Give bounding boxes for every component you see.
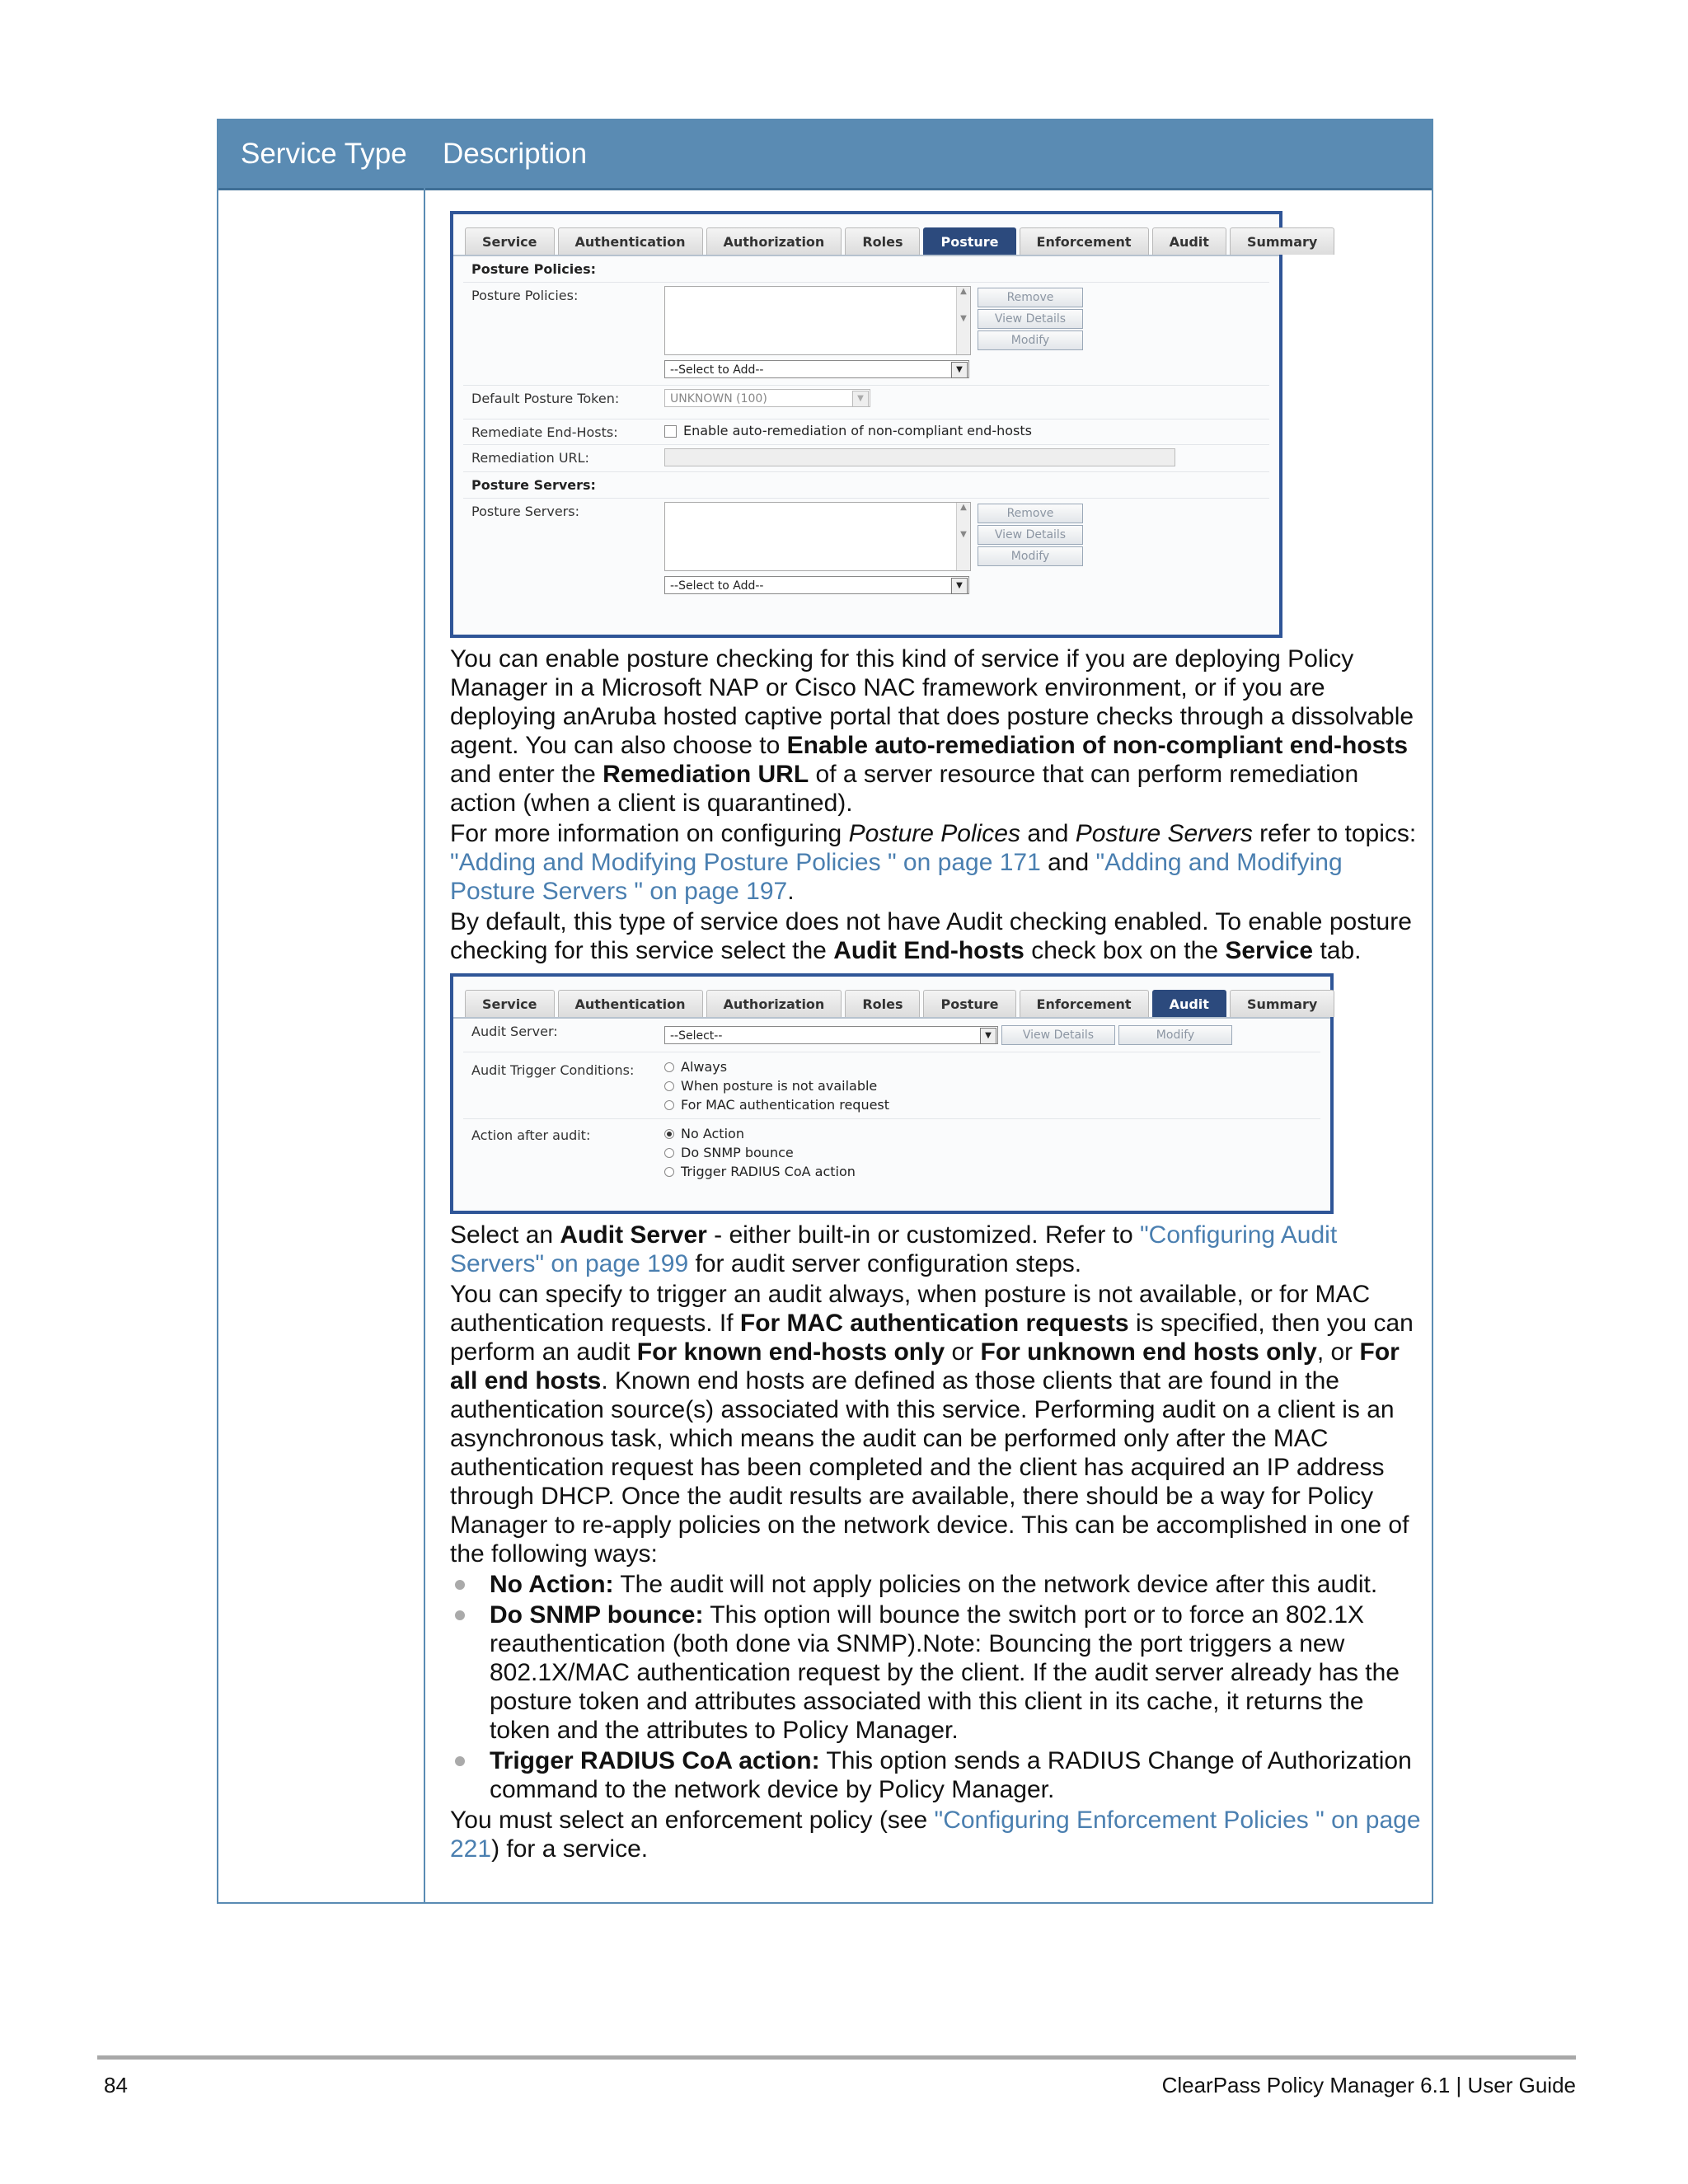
default-token-select[interactable] bbox=[664, 389, 870, 407]
audit-trigger-row bbox=[463, 1052, 1320, 1119]
text: and bbox=[1040, 849, 1096, 876]
radio-label: Do SNMP bounce bbox=[681, 1145, 794, 1160]
bold-term: No Action: bbox=[490, 1571, 614, 1598]
tab-authorization[interactable]: Authorization bbox=[706, 227, 842, 255]
radio-button[interactable] bbox=[664, 1129, 674, 1139]
paragraph bbox=[450, 819, 1423, 906]
audit-server-label: Audit Server: bbox=[471, 1024, 558, 1039]
radio-label: For MAC authentication request bbox=[681, 1097, 890, 1113]
paragraph bbox=[450, 907, 1423, 965]
text: of a server resource that can perform remediation action (when a client is quarantined). bbox=[450, 761, 1359, 817]
radio-option[interactable] bbox=[664, 1143, 1315, 1162]
action-after-audit-label: Action after audit: bbox=[471, 1127, 591, 1143]
radio-button[interactable] bbox=[664, 1167, 674, 1177]
posture-policies-link[interactable]: "Adding and Modifying Posture Policies " on page 171 bbox=[450, 849, 1041, 876]
remediation-url-input[interactable] bbox=[664, 448, 1175, 466]
text: By default, this type of service does not have Audit checking enabled. To enable posture checking for this service select the bbox=[450, 908, 1412, 964]
text: Select an bbox=[450, 1221, 560, 1249]
audit-description bbox=[450, 1221, 1423, 1863]
default-token-row bbox=[463, 386, 1269, 419]
audit-action-list bbox=[450, 1570, 1423, 1804]
view-details-button[interactable]: View Details bbox=[1001, 1025, 1115, 1045]
posture-policies-section-title: Posture Policies: bbox=[463, 256, 1269, 283]
text: ) for a service. bbox=[491, 1835, 649, 1863]
service-type-table bbox=[217, 119, 1433, 1904]
text: and bbox=[1020, 820, 1076, 847]
paragraph bbox=[450, 1280, 1423, 1568]
tab-audit[interactable]: Audit bbox=[1152, 227, 1226, 255]
radio-button[interactable] bbox=[664, 1100, 674, 1110]
radio-option[interactable] bbox=[664, 1162, 1315, 1181]
text: refer to topics: bbox=[1252, 820, 1417, 847]
bold-term: For all end hosts bbox=[450, 1338, 1400, 1394]
text: . Known end hosts are defined as those clients that are found in the authentication source(s) associated with this service. Performing audit on a client is an asynchronous task, which means the audit can be performed only after the MAC authentication request has been completed and the client has acquired an IP address through DHCP. Once the audit results are available, there should be a way for Policy Manager to re-apply policies on the network device. This can be accomplished in one of the following ways: bbox=[450, 1367, 1409, 1568]
remediate-checkbox[interactable] bbox=[664, 425, 677, 438]
text: For more information on configuring bbox=[450, 820, 849, 847]
select-value: UNKNOWN (100) bbox=[670, 392, 767, 405]
bold-term: Trigger RADIUS CoA action: bbox=[490, 1747, 820, 1774]
list-item bbox=[450, 1746, 1423, 1804]
radio-label: Always bbox=[681, 1059, 728, 1075]
action-after-audit-row bbox=[463, 1119, 1320, 1185]
tab-roles[interactable]: Roles bbox=[845, 990, 920, 1017]
dropdown-arrow-icon: ▼ bbox=[951, 578, 968, 594]
bold-term: For MAC authentication requests bbox=[739, 1310, 1129, 1337]
italic-term: Posture Servers bbox=[1075, 820, 1253, 847]
text: or bbox=[945, 1338, 981, 1366]
select-value: --Select to Add-- bbox=[670, 363, 764, 377]
audit-server-row bbox=[463, 1019, 1320, 1052]
remove-button[interactable]: Remove bbox=[978, 504, 1083, 523]
page-number: 84 bbox=[104, 2073, 128, 2097]
header-description: Description bbox=[443, 138, 588, 170]
radio-button[interactable] bbox=[664, 1062, 674, 1072]
text: and enter the bbox=[450, 761, 603, 788]
audit-servers-link[interactable]: "Configuring Audit Servers" on page 199 bbox=[450, 1221, 1338, 1277]
bold-term: Audit End-hosts bbox=[833, 937, 1025, 964]
tab-posture[interactable]: Posture bbox=[923, 990, 1015, 1017]
tab-authentication[interactable]: Authentication bbox=[558, 227, 703, 255]
radio-option[interactable] bbox=[664, 1095, 1315, 1114]
posture-policies-label: Posture Policies: bbox=[471, 288, 579, 303]
tab-summary[interactable]: Summary bbox=[1230, 990, 1334, 1017]
remediate-row bbox=[463, 419, 1269, 445]
text: You must select an enforcement policy (see bbox=[450, 1807, 935, 1834]
remediation-url-row bbox=[463, 445, 1269, 472]
text: . bbox=[787, 878, 795, 905]
footer-rule bbox=[97, 2055, 1576, 2060]
radio-button[interactable] bbox=[664, 1148, 674, 1158]
radio-option[interactable] bbox=[664, 1124, 1315, 1143]
dropdown-arrow-icon: ▼ bbox=[980, 1028, 996, 1044]
tab-bar bbox=[453, 977, 1330, 1019]
select-value: --Select-- bbox=[670, 1029, 723, 1043]
modify-button[interactable]: Modify bbox=[1118, 1025, 1232, 1045]
remediate-checkbox-label: Enable auto-remediation of non-compliant end-hosts bbox=[683, 423, 1032, 438]
tab-summary[interactable]: Summary bbox=[1230, 227, 1334, 255]
audit-server-select[interactable] bbox=[664, 1026, 998, 1044]
paragraph bbox=[450, 644, 1423, 818]
italic-term: Posture Polices bbox=[848, 820, 1020, 847]
remediation-url-label: Remediation URL: bbox=[471, 450, 589, 466]
posture-servers-label: Posture Servers: bbox=[471, 504, 579, 519]
posture-servers-listbox[interactable] bbox=[664, 502, 971, 571]
scrollbar[interactable]: ▲ ▼ bbox=[956, 503, 970, 570]
default-token-label: Default Posture Token: bbox=[471, 391, 620, 406]
posture-servers-link[interactable]: "Adding and Modifying Posture Servers " on page 197 bbox=[450, 849, 1343, 905]
scrollbar[interactable]: ▲ ▼ bbox=[956, 287, 970, 354]
list-item bbox=[450, 1570, 1423, 1599]
select-value: --Select to Add-- bbox=[670, 579, 764, 593]
bold-term: Enable auto-remediation of non-compliant end-hosts bbox=[786, 732, 1409, 759]
audit-trigger-options bbox=[659, 1052, 1320, 1118]
posture-tab-screenshot bbox=[450, 211, 1318, 638]
table-header bbox=[218, 120, 1432, 190]
tab-enforcement[interactable]: Enforcement bbox=[1020, 227, 1149, 255]
text: for audit server configuration steps. bbox=[688, 1250, 1082, 1277]
audit-trigger-label: Audit Trigger Conditions: bbox=[471, 1062, 635, 1078]
modify-button[interactable]: Modify bbox=[978, 330, 1083, 350]
radio-label: Trigger RADIUS CoA action bbox=[681, 1164, 856, 1179]
posture-servers-row bbox=[463, 499, 1269, 601]
description-cell bbox=[450, 211, 1423, 1863]
tab-authorization[interactable]: Authorization bbox=[706, 990, 842, 1017]
bold-term: For known end-hosts only bbox=[636, 1338, 945, 1366]
bold-term: Remediation URL bbox=[603, 761, 809, 788]
tab-service[interactable]: Service bbox=[465, 990, 555, 1017]
posture-policies-listbox[interactable] bbox=[664, 286, 971, 355]
paragraph bbox=[450, 1221, 1423, 1278]
action-after-audit-options bbox=[659, 1119, 1320, 1185]
radio-label: No Action bbox=[681, 1126, 744, 1141]
text: This option sends a RADIUS Change of Authorization command to the network device by Policy Manager. bbox=[490, 1747, 1412, 1803]
tab-authentication[interactable]: Authentication bbox=[558, 990, 703, 1017]
text: This option will bounce the switch port or to force an 802.1X reauthentication (both done via SNMP).Note: Bouncing the port triggers a new 802.1X/MAC authentication request by the client. If the audit server already has the posture token and attributes associated with this client in its cache, it returns the token and the attributes to Policy Manager. bbox=[490, 1601, 1400, 1744]
text: You can specify to trigger an audit always, when posture is not available, or for MAC authentication requests. If bbox=[450, 1281, 1371, 1337]
text: tab. bbox=[1313, 937, 1362, 964]
enforcement-policies-link[interactable]: "Configuring Enforcement Policies " on page 221 bbox=[450, 1807, 1421, 1863]
audit-tab-screenshot bbox=[450, 973, 1334, 1214]
view-details-button[interactable]: View Details bbox=[978, 525, 1083, 545]
remediate-label: Remediate End-Hosts: bbox=[471, 424, 618, 440]
radio-option[interactable] bbox=[664, 1057, 1315, 1076]
paragraph bbox=[450, 1806, 1423, 1863]
tab-posture[interactable]: Posture bbox=[923, 227, 1015, 255]
radio-label: When posture is not available bbox=[681, 1078, 878, 1094]
view-details-button[interactable]: View Details bbox=[978, 309, 1083, 329]
text: check box on the bbox=[1024, 937, 1226, 964]
posture-policies-row bbox=[463, 283, 1269, 386]
tab-bar bbox=[453, 214, 1318, 256]
radio-option[interactable] bbox=[664, 1076, 1315, 1095]
header-service-type: Service Type bbox=[241, 138, 407, 170]
list-item bbox=[450, 1601, 1423, 1745]
bold-term: For unknown end hosts only bbox=[980, 1338, 1317, 1366]
dropdown-arrow-icon: ▼ bbox=[852, 391, 869, 407]
posture-description bbox=[450, 644, 1423, 965]
text: The audit will not apply policies on the network device after this audit. bbox=[613, 1571, 1378, 1598]
text: is specified, then you can perform an audit bbox=[450, 1310, 1414, 1366]
tab-service[interactable]: Service bbox=[465, 227, 555, 255]
bold-term: Do SNMP bounce: bbox=[490, 1601, 704, 1629]
radio-button[interactable] bbox=[664, 1081, 674, 1091]
bold-term: Service bbox=[1225, 937, 1314, 964]
tab-audit[interactable]: Audit bbox=[1152, 990, 1226, 1017]
dropdown-arrow-icon: ▼ bbox=[951, 362, 968, 378]
modify-button[interactable]: Modify bbox=[978, 546, 1083, 566]
text: - either built-in or customized. Refer to bbox=[706, 1221, 1141, 1249]
tab-enforcement[interactable]: Enforcement bbox=[1020, 990, 1149, 1017]
column-divider bbox=[424, 188, 425, 1902]
text: , or bbox=[1316, 1338, 1360, 1366]
bold-term: Audit Server bbox=[560, 1221, 707, 1249]
document-title: ClearPass Policy Manager 6.1 | User Guide bbox=[1161, 2073, 1576, 2097]
tab-roles[interactable]: Roles bbox=[845, 227, 920, 255]
posture-servers-section-title: Posture Servers: bbox=[463, 472, 1269, 499]
remove-button[interactable]: Remove bbox=[978, 288, 1083, 307]
posture-server-select[interactable] bbox=[664, 576, 969, 594]
text: You can enable posture checking for this kind of service if you are deploying Policy Manager in a Microsoft NAP or Cisco NAC framework environment, or if you are deploying anAruba hosted captive portal that does posture checks through a dissolvable agent. You can also choose to bbox=[450, 645, 1414, 759]
posture-policy-select[interactable] bbox=[664, 360, 969, 378]
